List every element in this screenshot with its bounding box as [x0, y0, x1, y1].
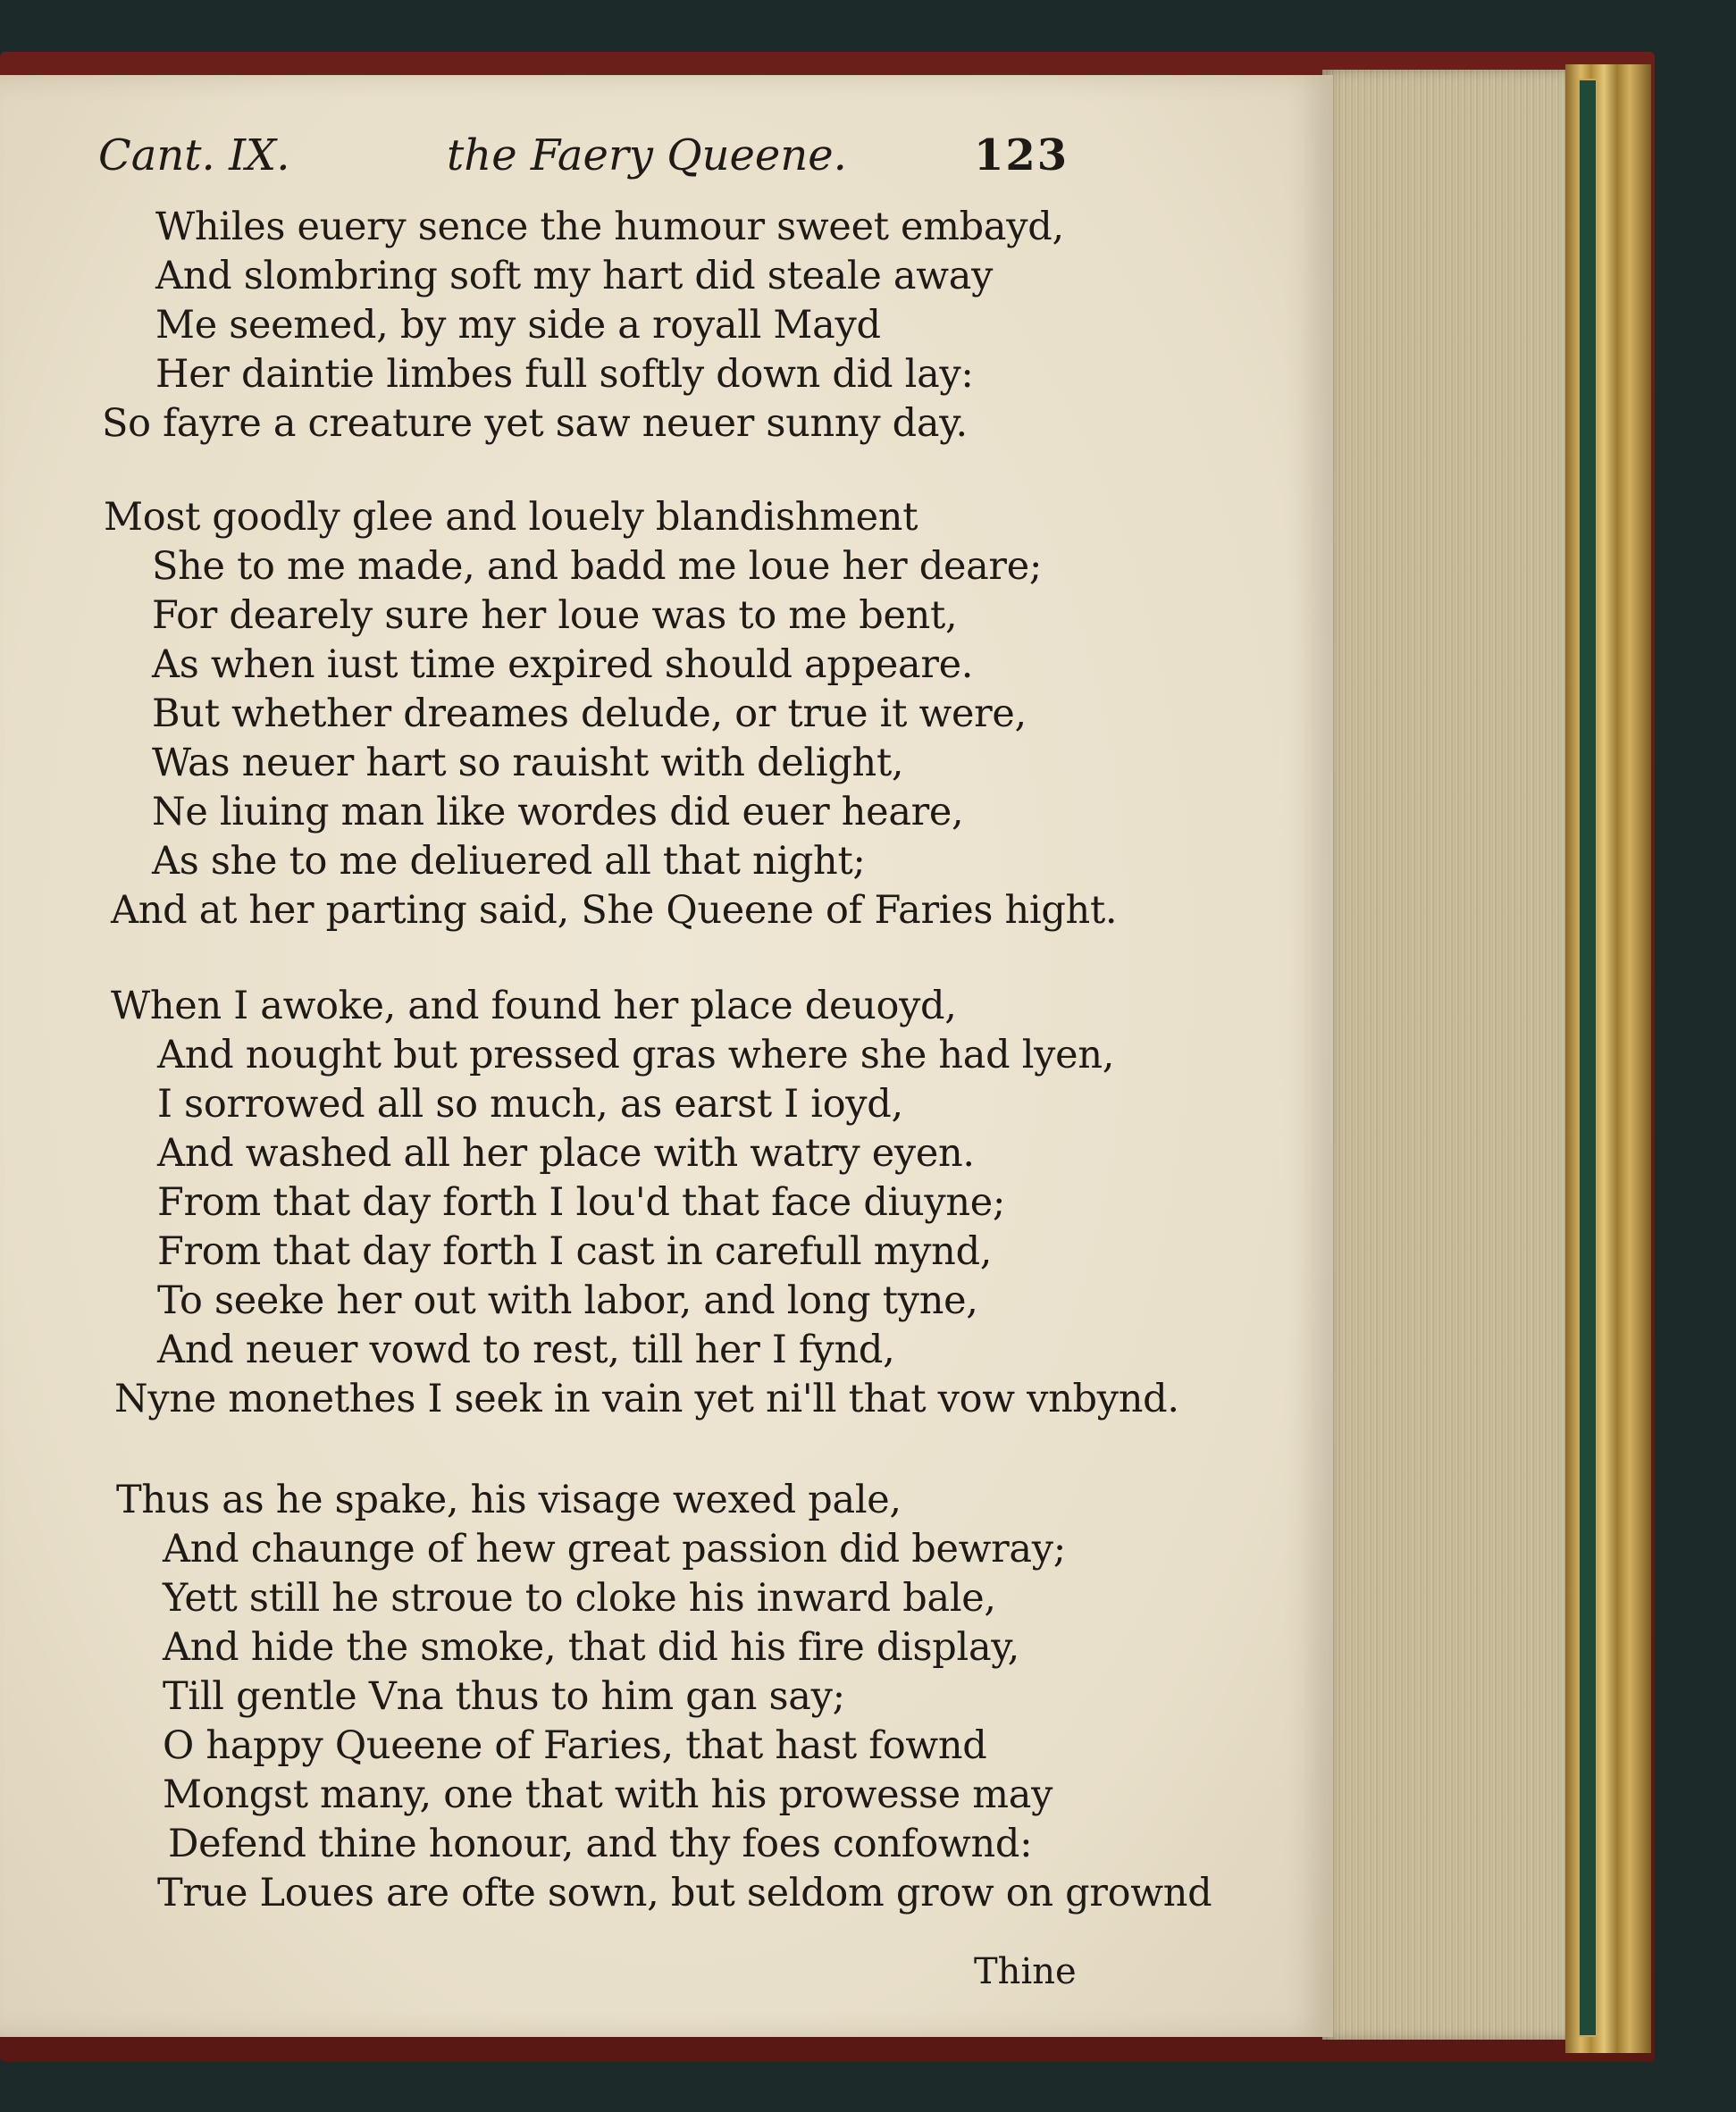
verse-line: Most goodly glee and louely blandishment: [104, 495, 918, 540]
verse-line: Yett still he stroue to cloke his inward bale,: [163, 1576, 996, 1621]
verse-line: Mongst many, one that with his prowesse may: [163, 1773, 1053, 1817]
verse-line: From that day forth I lou'd that face diuyne;: [157, 1180, 1006, 1225]
verse-line: And at her parting said, She Queene of Faries hight.: [111, 888, 1118, 933]
canto-label: Cant. IX.: [98, 130, 290, 180]
verse-line: So fayre a creature yet saw neuer sunny day.: [102, 401, 968, 446]
verse-line: And chaunge of hew great passion did bewray;: [163, 1527, 1066, 1571]
verse-line: And washed all her place with watry eyen.: [157, 1131, 975, 1176]
verse-line: From that day forth I cast in carefull mynd,: [157, 1229, 993, 1274]
verse-line: And slombring soft my hart did steale away: [155, 254, 994, 298]
verse-line: Nyne monethes I seek in vain yet ni'll that vow vnbynd.: [114, 1377, 1179, 1421]
page-fore-edges: [1322, 70, 1577, 2040]
verse-line: When I awoke, and found her place deuoyd,: [111, 984, 957, 1028]
verse-line: Me seemed, by my side a royall Mayd: [155, 303, 881, 348]
verse-line: Thus as he spake, his visage wexed pale,: [116, 1478, 902, 1522]
verse-line: Defend thine honour, and thy foes confownd:: [168, 1822, 1033, 1866]
verse-line: Whiles euery sence the humour sweet embayd,: [155, 205, 1064, 249]
page-text: [0, 75, 1333, 2037]
verse-line: Till gentle Vna thus to him gan say;: [163, 1674, 845, 1719]
verse-line: And nought but pressed gras where she had lyen,: [157, 1033, 1115, 1077]
cover-strip: [1580, 80, 1596, 2035]
verse-line: Was neuer hart so rauisht with delight,: [152, 741, 904, 785]
verse-line: As when iust time expired should appeare.: [152, 642, 974, 687]
verse-line: O happy Queene of Faries, that hast fownd: [163, 1723, 987, 1768]
verse-line: Ne liuing man like wordes did euer heare,: [152, 790, 964, 834]
verse-line: Her daintie limbes full softly down did lay:: [155, 352, 974, 397]
verse-line: To seeke her out with labor, and long tyne,: [157, 1278, 978, 1323]
verse-line: She to me made, and badd me loue her deare;: [152, 544, 1043, 589]
verse-line: And neuer vowd to rest, till her I fynd,: [157, 1328, 895, 1372]
page-number: 123: [974, 130, 1069, 180]
verse-line: I sorrowed all so much, as earst I ioyd,: [157, 1082, 903, 1127]
verse-line: But whether dreames delude, or true it were,: [152, 691, 1027, 736]
verse-line: For dearely sure her loue was to me bent,: [152, 593, 958, 638]
verse-line: And hide the smoke, that did his fire display,: [163, 1625, 1019, 1670]
verse-line: True Loues are ofte sown, but seldom grow on grownd: [157, 1871, 1212, 1915]
catchword: Thine: [974, 1951, 1077, 1992]
gilt-edge: [1565, 64, 1651, 2053]
running-title: the Faery Queene.: [447, 130, 847, 180]
running-header: [98, 130, 1072, 202]
verse-line: As she to me deliuered all that night;: [152, 839, 866, 884]
book-page: [0, 75, 1333, 2037]
